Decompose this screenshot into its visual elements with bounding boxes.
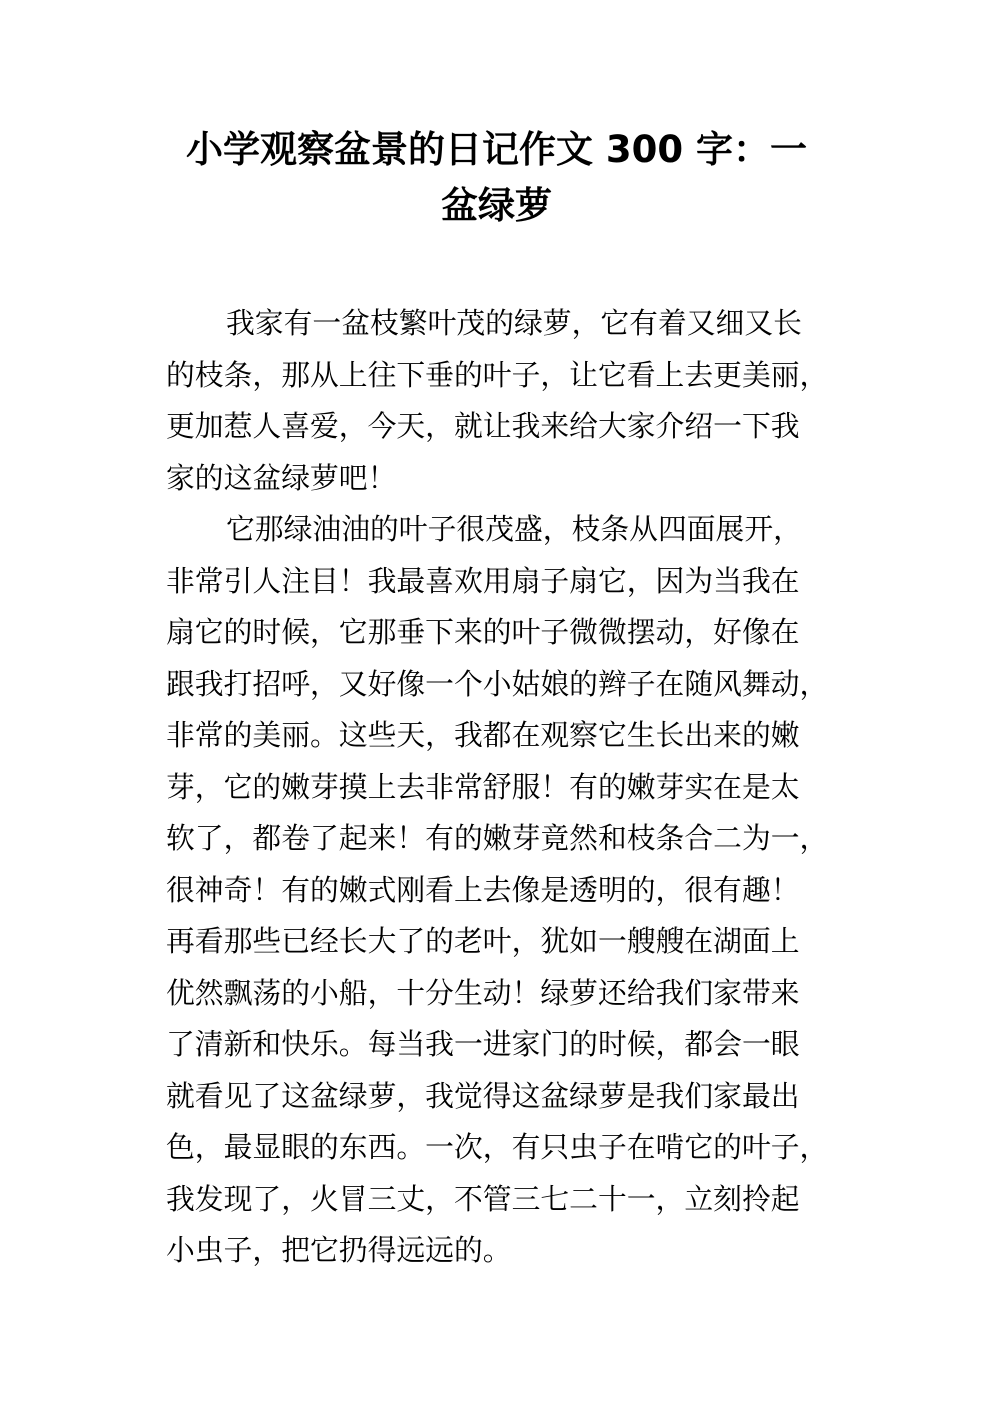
text-line: 非常引人注目！我最喜欢用扇子扇它，因为当我在 (166, 563, 800, 598)
paragraph-1 (166, 298, 846, 504)
text-line: 我家有一盆枝繁叶茂的绿萝，它有着又细又长 (226, 306, 802, 340)
text-line: 跟我打招呼，又好像一个小姑娘的辫子在随风舞动， (166, 666, 829, 701)
text-line: 小虫子，把它扔得远远的。 (166, 1233, 512, 1267)
paragraph-2 (166, 504, 846, 1277)
text-line: 优然飘荡的小船，十分生动！绿萝还给我们家带来 (166, 975, 800, 1010)
text-line: 软了，都卷了起来！有的嫩芽竟然和枝条合二为一， (166, 821, 829, 855)
text-line: 家的这盆绿萝吧！ (166, 460, 397, 495)
title-line: 盆绿萝 (441, 184, 552, 227)
text-line: 芽，它的嫩芽摸上去非常舒服！有的嫩芽实在是太 (166, 769, 800, 804)
text-line: 的枝条，那从上往下垂的叶子，让它看上去更美丽， (166, 357, 829, 392)
text-line: 色，最显眼的东西。一次，有只虫子在啃它的叶子， (166, 1130, 829, 1164)
article-body (166, 298, 846, 1277)
page-title (150, 122, 843, 234)
text-line: 更加惹人喜爱，今天，就让我来给大家介绍一下我 (166, 409, 800, 443)
text-line: 再看那些已经长大了的老叶，犹如一艘艘在湖面上 (166, 924, 800, 958)
text-line: 很神奇！有的嫩式刚看上去像是透明的，很有趣！ (166, 872, 800, 907)
text-line: 扇它的时候，它那垂下来的叶子微微摆动，好像在 (166, 615, 800, 649)
text-line: 我发现了，火冒三丈，不管三七二十一，立刻拎起 (166, 1181, 800, 1216)
text-line: 就看见了这盆绿萝，我觉得这盆绿萝是我们家最出 (166, 1078, 800, 1113)
text-line: 了清新和快乐。每当我一进家门的时候，都会一眼 (166, 1027, 800, 1061)
text-line: 非常的美丽。这些天，我都在观察它生长出来的嫩 (166, 718, 800, 752)
title-line: 小学观察盆景的日记作文 300 字：一 (186, 128, 807, 171)
text-line: 它那绿油油的叶子很茂盛，枝条从四面展开， (226, 512, 802, 546)
